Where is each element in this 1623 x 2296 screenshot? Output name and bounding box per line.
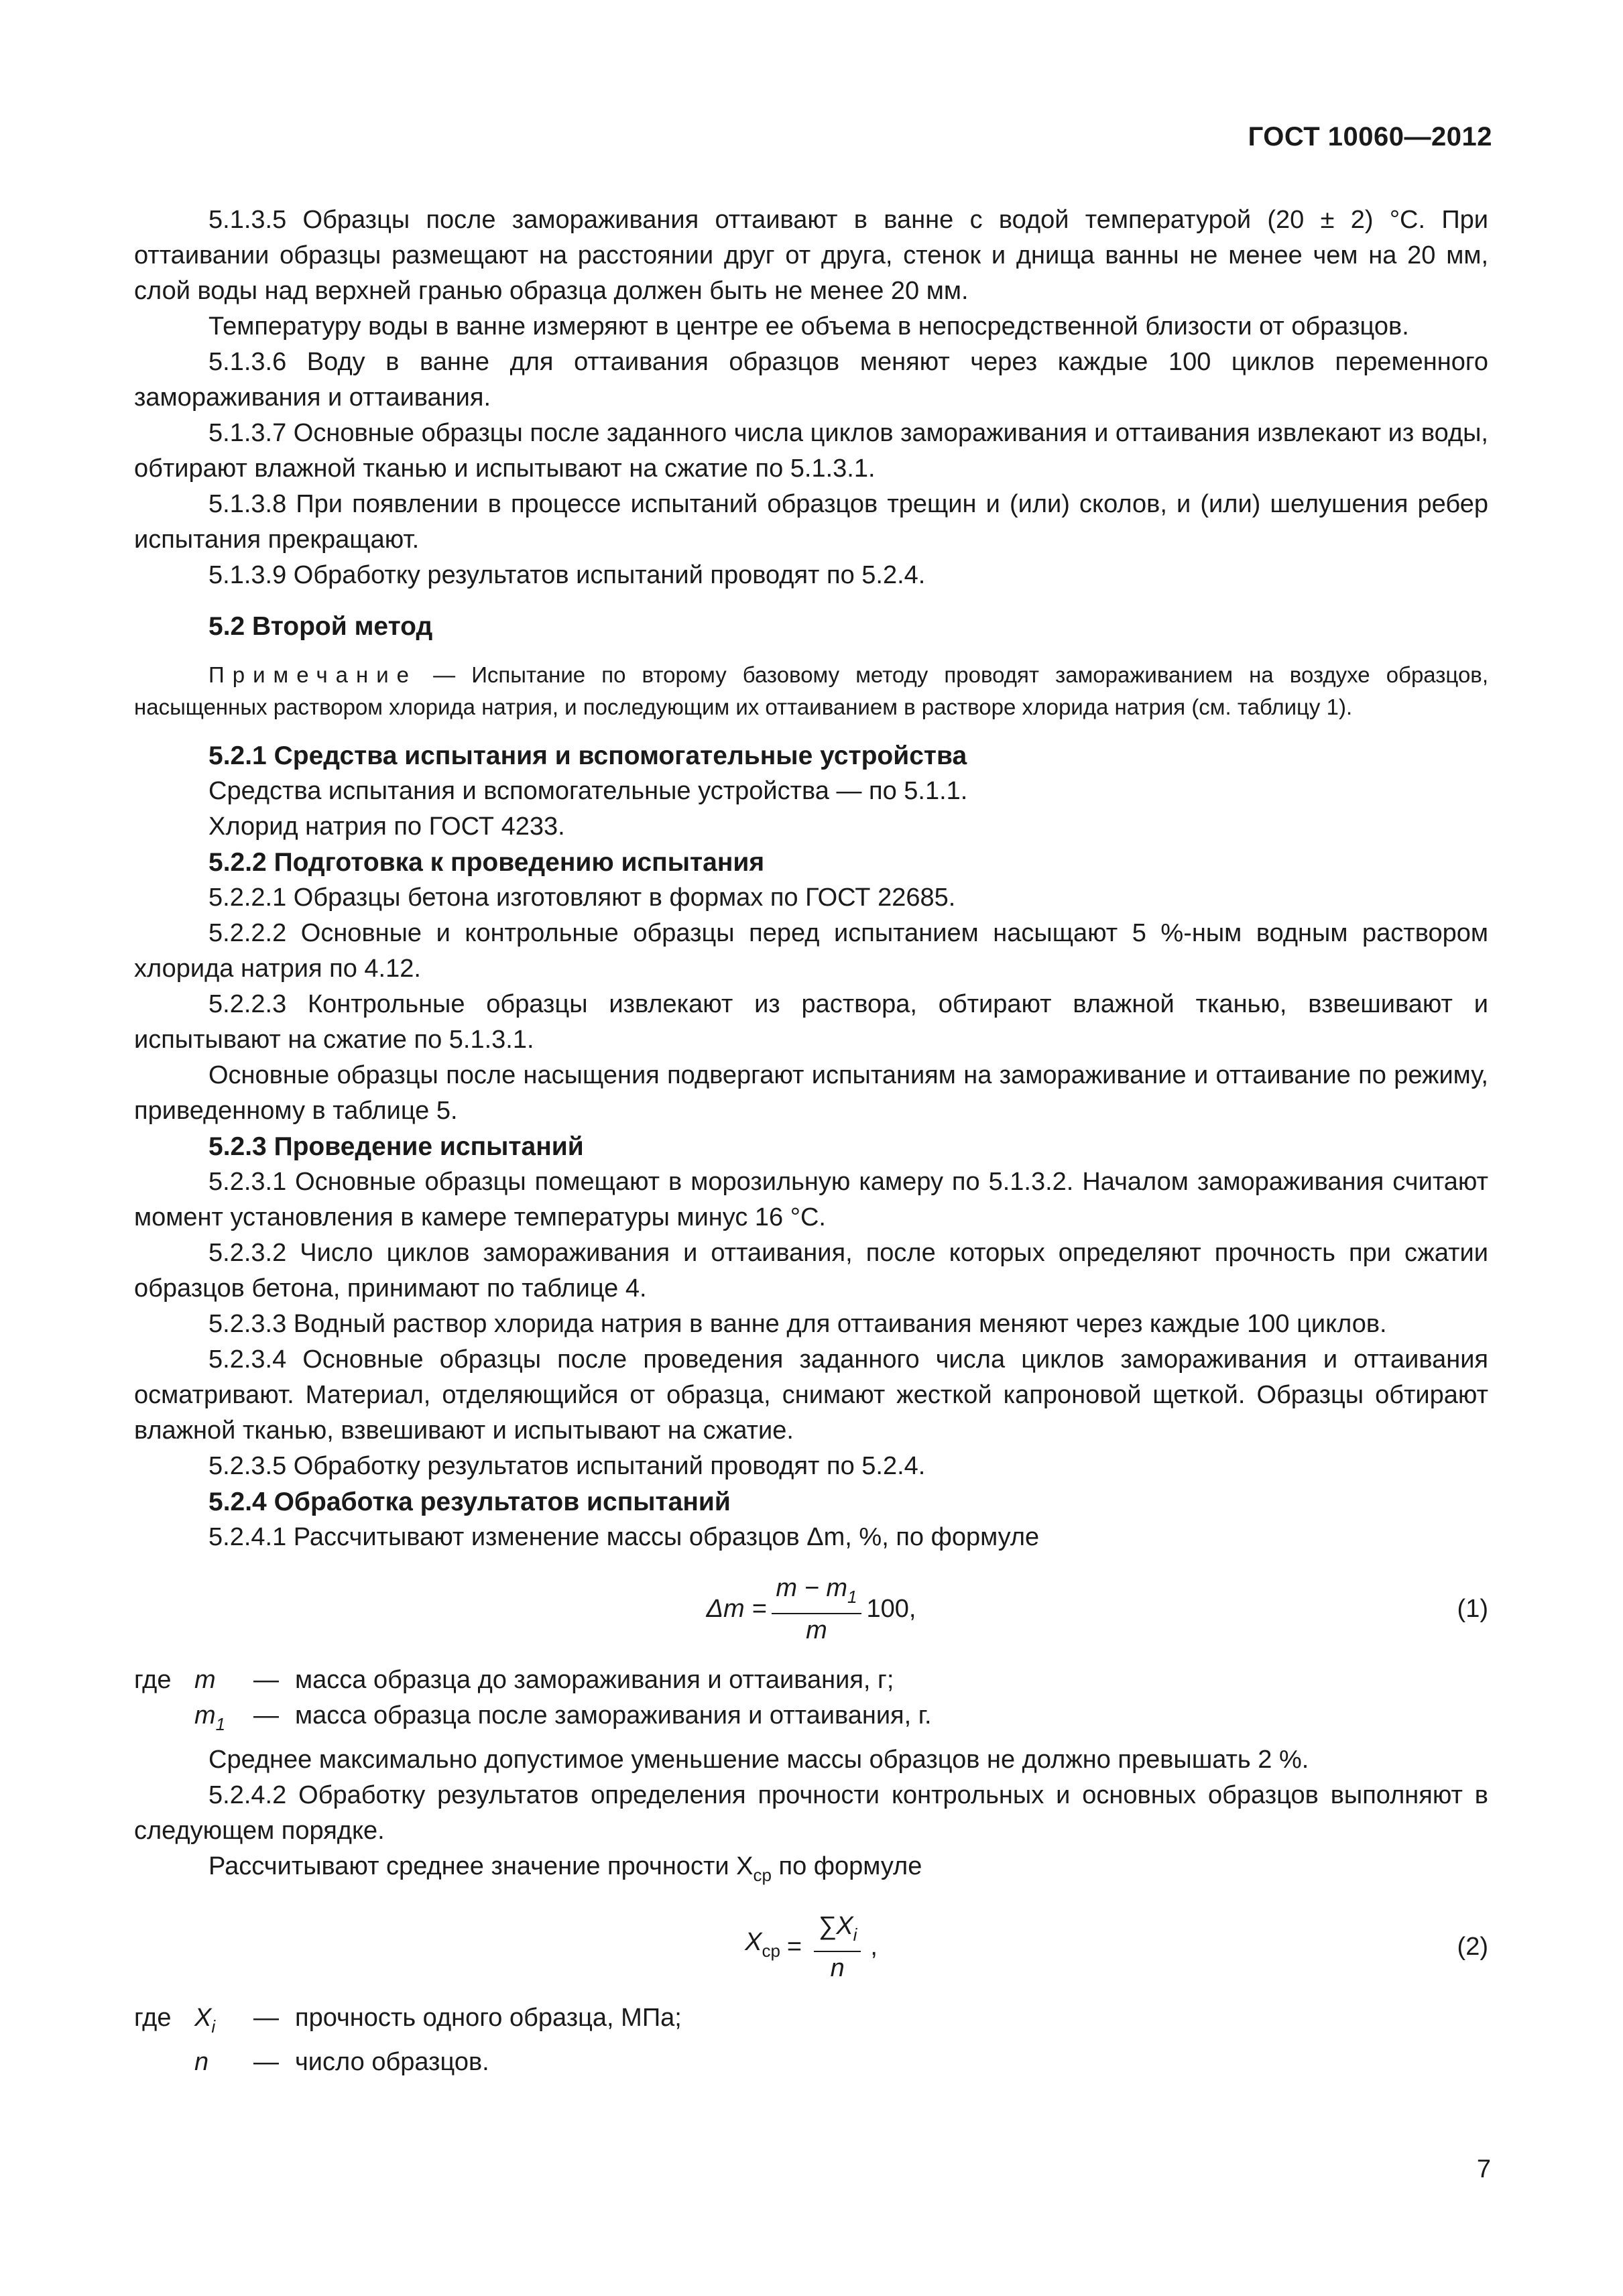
paragraph: Рассчитывают среднее значение прочности $X_{ср}$ по формуле <box>208 1852 922 1885</box>
paragraph: 5.1.3.7 Основные образцы после заданного числа циклов замораживания и оттаивания извлекают из воды, обтирают влажной тканью и испытывают на сжатие по 5.1.3.1. <box>134 419 1488 483</box>
formula-1-lhs: Δm = <box>706 1594 767 1623</box>
formula-2-denominator: n <box>830 1953 845 1982</box>
formula-2-numerator: ∑X <box>818 1911 853 1940</box>
paragraph: 5.2.3.3 Водный раствор хлорида натрия в ванне для оттаивания меняют через каждые 100 циклов. <box>208 1310 1387 1338</box>
where-row: n — число образцов. <box>134 2045 1488 2080</box>
where-text: число образцов. <box>295 2048 489 2076</box>
where-symbol: $X_i$ <box>194 2004 216 2037</box>
where-symbol: m <box>194 1666 216 1694</box>
section-heading-5-2-1: 5.2.1 Средства испытания и вспомогательные устройства <box>208 741 967 770</box>
paragraph: 5.2.3.1 Основные образцы помещают в морозильную камеру по 5.1.3.2. Началом замораживания считают момент установления в камере температуры минус 16 °С. <box>134 1168 1488 1231</box>
paragraph: 5.1.3.9 Обработку результатов испытаний проводят по 5.2.4. <box>208 561 926 589</box>
paragraph: 5.2.2.3 Контрольные образцы извлекают из раствора, обтирают влажной тканью, взвешивают и испытывают на сжатие по 5.1.3.1. <box>134 990 1488 1054</box>
note <box>134 659 1488 723</box>
paragraph: 5.2.3.5 Обработку результатов испытаний проводят по 5.2.4. <box>208 1452 926 1480</box>
where-row: $m_1$ — масса образца после замораживания и оттаивания, г. <box>134 1698 1488 1742</box>
section-heading-5-2-2: 5.2.2 Подготовка к проведению испытания <box>208 848 765 877</box>
formula-1-number: (1) <box>1457 1595 1488 1623</box>
section-heading-5-2-4: 5.2.4 Обработка результатов испытаний <box>208 1488 731 1516</box>
where-symbol: n <box>194 2048 209 2076</box>
formula-1-numerator-sub: 1 <box>847 1586 857 1607</box>
formula-1-fraction <box>772 1573 861 1645</box>
section-heading-5-2-3: 5.2.3 Проведение испытаний <box>208 1132 584 1161</box>
formula-2-lhs: $X_{ср}$ <box>745 1928 780 1961</box>
paragraph: Основные образцы после насыщения подвергают испытаниям на замораживание и оттаивание по режиму, приведенному в таблице 5. <box>134 1061 1488 1125</box>
paragraph: Хлорид натрия по ГОСТ 4233. <box>208 812 565 841</box>
note-label: Примечание <box>208 662 418 687</box>
where-symbol: $m_1$ <box>194 1701 226 1734</box>
formula-2: $X_{ср}$ = $\frac{\sum X_i}{n}$ , (2) <box>745 1911 1488 1982</box>
paragraph: 5.1.3.6 Воду в ванне для оттаивания образцов меняют через каждые 100 циклов переменного замораживания и оттаивания. <box>134 348 1488 412</box>
formula-1-tail: 100, <box>866 1594 916 1623</box>
formula-1-numerator: m − m <box>776 1573 848 1602</box>
formula-1-denominator: m <box>806 1616 827 1644</box>
paragraph: 5.2.4.1 Рассчитывают изменение массы образцов Δm, %, по формуле <box>208 1523 1040 1551</box>
where-text: масса образца после замораживания и оттаивания, г. <box>295 1701 932 1730</box>
where-row: где m — масса образца до замораживания и оттаивания, г; <box>134 1663 1488 1698</box>
paragraph: 5.2.3.4 Основные образцы после проведения заданного числа циклов замораживания и оттаивания осматривают. Материал, отделяющийся от образца, снимают жесткой капроновой щеткой. Образцы обтирают влажной тканью, взвешивают и испытывают на сжатие. <box>134 1345 1488 1445</box>
paragraph: 5.2.3.2 Число циклов замораживания и оттаивания, после которых определяют прочность при сжатии образцов бетона, принимают по таблице 4. <box>134 1239 1488 1303</box>
paragraph: Среднее максимально допустимое уменьшение массы образцов не должно превышать 2 %. <box>208 1746 1309 1774</box>
note-text: — Испытание по второму базовому методу проводят замораживанием на воздухе образцов, насыщенных раствором хлорида натрия, и последующим их оттаиванием в растворе хлорида натрия (см. таблицу 1). <box>134 662 1488 719</box>
paragraph: Температуру воды в ванне измеряют в центре ее объема в непосредственной близости от образцов. <box>208 312 1409 341</box>
where-text: прочность одного образца, МПа; <box>295 2004 682 2032</box>
where-text: масса образца до замораживания и оттаивания, г; <box>295 1666 894 1694</box>
page-content <box>134 202 1488 2080</box>
formula-2-fraction: $\frac{\sum X_i}{n}$ <box>814 1911 861 1983</box>
paragraph: 5.2.2.1 Образцы бетона изготовляют в формах по ГОСТ 22685. <box>208 884 956 912</box>
standard-header: ГОСТ 10060—2012 <box>1248 122 1492 152</box>
paragraph: 5.1.3.8 При появлении в процессе испытаний образцов трещин и (или) сколов, и (или) шелушения ребер испытания прекращают. <box>134 490 1488 554</box>
formula-2-number: (2) <box>1457 1933 1488 1961</box>
where-row: где $X_i$ — прочность одного образца, МПа; <box>134 2000 1488 2045</box>
paragraph: 5.1.3.5 Образцы после замораживания оттаивают в ванне с водой температурой (20 ± 2) °С. При оттаивании образцы размещают на расстоянии друг от друга, стенок и днища ванны не менее чем на 20 мм, слой воды над верхней гранью образца должен быть не менее 20 мм. <box>134 206 1488 305</box>
formula-1 <box>134 1555 1488 1663</box>
page-number: 7 <box>1476 2155 1491 2183</box>
section-heading-5-2: 5.2 Второй метод <box>208 612 433 641</box>
paragraph: 5.2.2.2 Основные и контрольные образцы перед испытанием насыщают 5 %-ным водным раствором хлорида натрия по 4.12. <box>134 919 1488 983</box>
paragraph: 5.2.4.2 Обработку результатов определения прочности контрольных и основных образцов выполняют в следующем порядке. <box>134 1781 1488 1845</box>
paragraph: Средства испытания и вспомогательные устройства — по 5.1.1. <box>208 777 968 805</box>
